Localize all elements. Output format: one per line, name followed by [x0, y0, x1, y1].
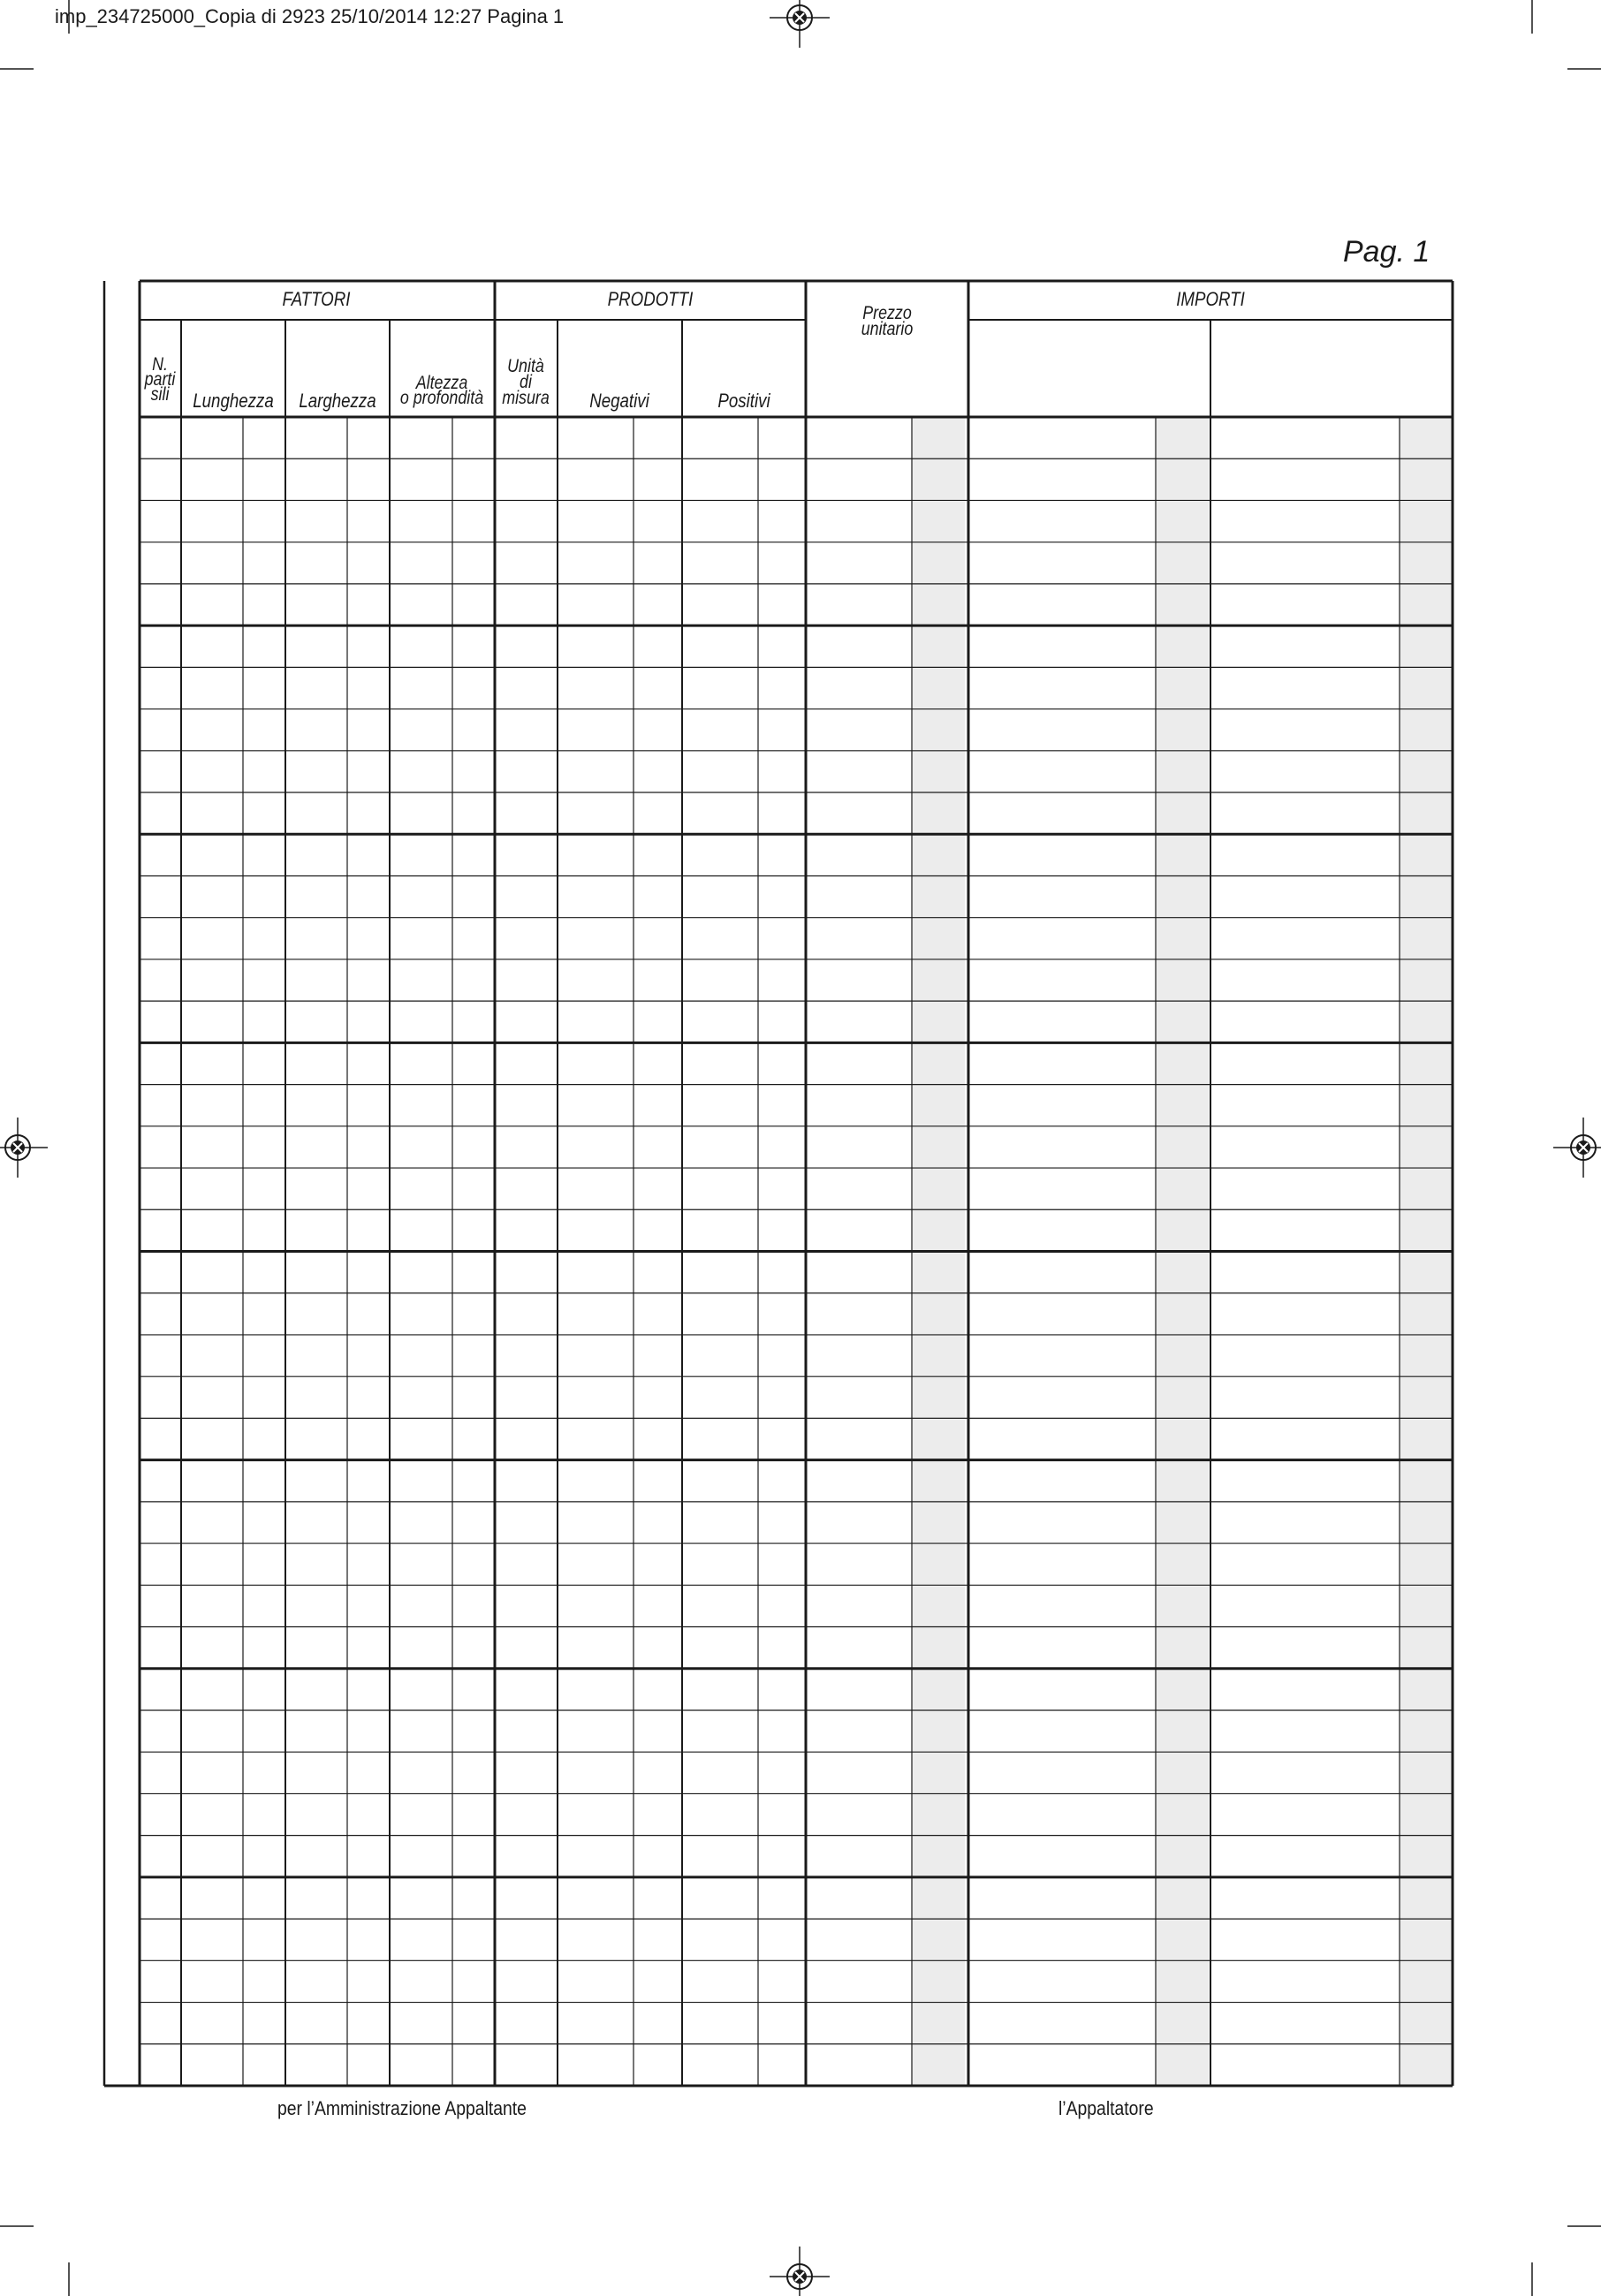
signature-contractor: l’Appaltatore	[1058, 2097, 1154, 2119]
col-unita-line1: Unità	[507, 356, 544, 376]
col-n-line3: sili	[150, 384, 170, 405]
col-unita-line3: misura	[502, 388, 550, 408]
registration-mark-icon	[770, 0, 830, 48]
col-unita-line2: di	[520, 372, 532, 392]
registration-mark-icon	[770, 2247, 830, 2296]
col-altezza-line2: o profondità	[399, 388, 484, 408]
print-slug: imp_234725000_Copia di 2923 25/10/2014 12:27 Pagina 1	[55, 5, 565, 27]
col-larghezza: Larghezza	[299, 390, 376, 412]
col-n-line2: parti	[144, 369, 176, 390]
header-importi: IMPORTI	[1176, 288, 1245, 310]
registration-mark-icon	[1553, 1118, 1601, 1178]
header-prodotti: PRODOTTI	[607, 288, 694, 310]
header-prezzo-line1: Prezzo	[862, 303, 912, 323]
header-fattori: FATTORI	[282, 288, 351, 310]
col-positivi: Positivi	[717, 390, 770, 412]
col-lunghezza: Lunghezza	[193, 390, 274, 412]
page-number: Pag. 1	[1343, 235, 1430, 269]
col-negativi: Negativi	[589, 390, 649, 412]
header-prezzo-line2: unitario	[861, 319, 914, 339]
col-n-line1: N.	[152, 354, 168, 375]
signature-administration: per l’Amministrazione Appaltante	[277, 2097, 527, 2119]
registration-mark-icon	[0, 1118, 48, 1178]
col-altezza-line1: Altezza	[415, 373, 468, 393]
